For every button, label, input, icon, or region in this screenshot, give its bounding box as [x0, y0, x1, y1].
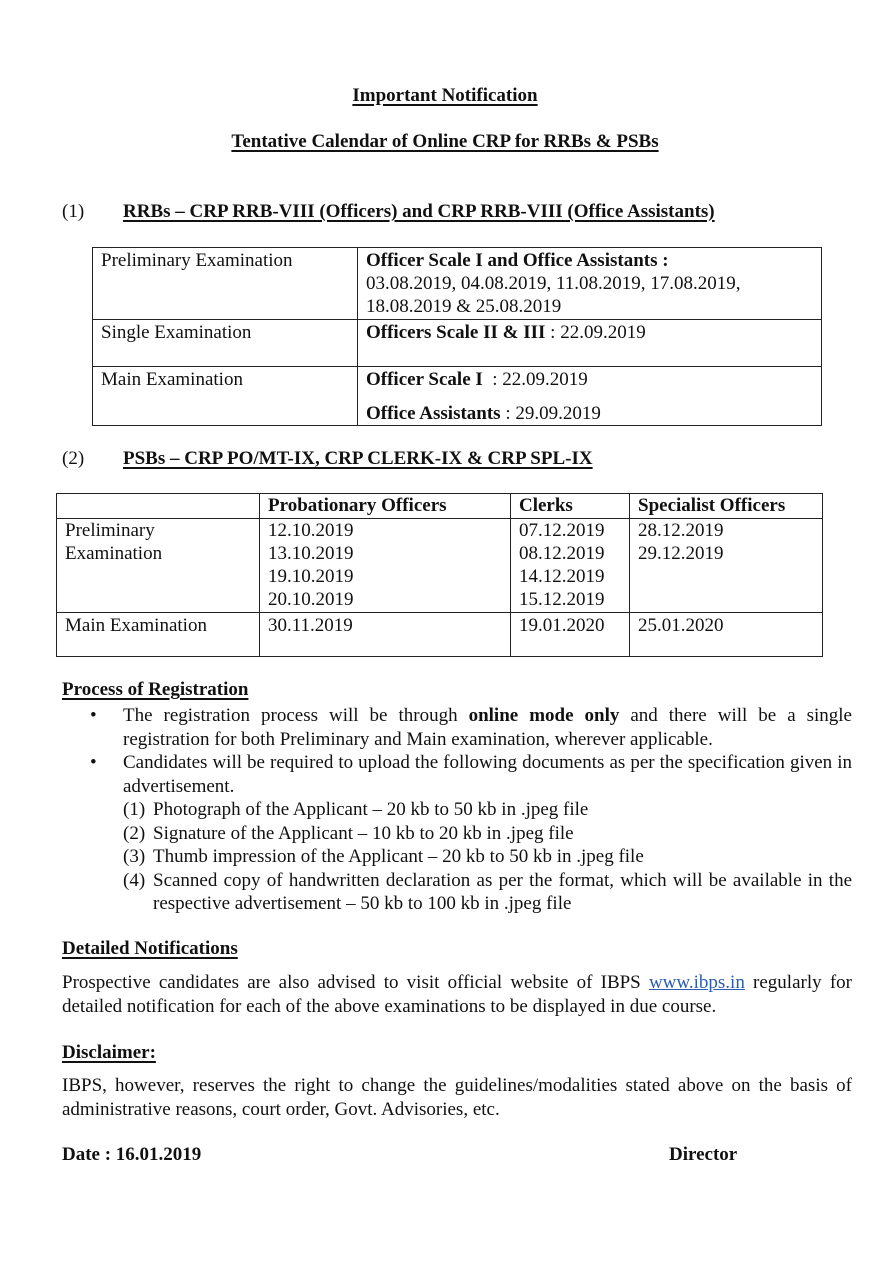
registration-heading-text: Process of Registration — [62, 679, 249, 700]
row-label-line: Examination — [65, 543, 163, 564]
section-2-number: (2) — [62, 448, 85, 469]
column-header: Specialist Officers — [630, 494, 823, 519]
table-row — [93, 248, 822, 320]
clerk-dates: 19.01.2020 — [511, 613, 630, 657]
list-item — [62, 798, 852, 822]
row-label: Single Examination — [93, 320, 358, 367]
bullet-icon: • — [90, 705, 97, 726]
disclaimer-heading — [62, 1042, 156, 1064]
documents-list — [62, 798, 852, 916]
item-number: (4) — [123, 869, 146, 891]
section-1-title-text: RRBs – CRP RRB-VIII (Officers) and CRP RRB-VIII (Office Assistants) — [123, 201, 715, 222]
disclaimer-heading-text: Disclaimer: — [62, 1042, 156, 1063]
date-value: 12.10.2019 — [268, 520, 354, 541]
row-label: Main Examination — [57, 613, 260, 657]
item-text: Photograph of the Applicant – 20 kb to 50 kb in .jpeg file — [153, 799, 589, 820]
category-label: Office Assistants — [366, 403, 501, 424]
row-value — [358, 367, 822, 426]
table-row — [57, 613, 823, 657]
psb-calendar-table — [56, 493, 823, 657]
table-row — [93, 320, 822, 367]
date-value: 15.12.2019 — [519, 589, 605, 610]
item-number: (1) — [123, 799, 146, 820]
row-label-line: Preliminary — [65, 520, 155, 541]
item-text: Scanned copy of handwritten declaration as per the format, which will be available in the respective advertisement – 50 kb to 100 kb in .jpeg file — [153, 869, 852, 914]
date-value: : 29.09.2019 — [500, 403, 601, 424]
date-value: : 22.09.2019 — [482, 369, 588, 390]
list-item — [62, 704, 852, 751]
date-value: 28.12.2019 — [638, 520, 724, 541]
disclaimer-paragraph: IBPS, however, reserves the right to change the guidelines/modalities stated above on the basis of administrative reasons, court order, Govt. Advisories, etc. — [62, 1075, 852, 1120]
section-1-title — [123, 201, 715, 223]
item-number: (3) — [123, 846, 146, 867]
category-label: Officers Scale II & III — [366, 322, 546, 343]
date-value: : 22.09.2019 — [545, 322, 646, 343]
category-label: Officer Scale I — [366, 369, 483, 390]
column-header: Probationary Officers — [260, 494, 511, 519]
signatory: Director — [669, 1144, 738, 1165]
detailed-heading-text: Detailed Notifications — [62, 938, 238, 959]
dates-line: 18.08.2019 & 25.08.2019 — [366, 296, 562, 317]
paragraph-text: Prospective candidates are also advised to visit official website of IBPS — [62, 972, 649, 993]
page-subtitle — [0, 131, 890, 153]
section-1-number: (1) — [62, 201, 85, 222]
row-label — [57, 519, 260, 613]
bullet-text: The registration process will be through — [123, 705, 469, 726]
date-value: 13.10.2019 — [268, 543, 354, 564]
row-label: Preliminary Examination — [93, 248, 358, 320]
bullet-icon: • — [90, 752, 97, 773]
date-value: 14.12.2019 — [519, 566, 605, 587]
registration-heading — [62, 679, 248, 701]
list-item — [62, 869, 852, 916]
paragraph-text: regularly for detailed notification for each of the above examinations to be displayed in due course. — [62, 972, 852, 1017]
list-item — [62, 751, 852, 798]
date-value: 19.10.2019 — [268, 566, 354, 587]
detailed-heading — [62, 938, 238, 960]
list-item — [62, 822, 852, 846]
page-subtitle-text: Tentative Calendar of Online CRP for RRBs & PSBs — [231, 131, 659, 152]
page-title — [0, 85, 890, 107]
section-2-title-text: PSBs – CRP PO/MT-IX, CRP CLERK-IX & CRP SPL-IX — [123, 448, 593, 469]
date-value: 08.12.2019 — [519, 543, 605, 564]
so-dates: 25.01.2020 — [630, 613, 823, 657]
list-item — [62, 845, 852, 869]
column-header: Clerks — [511, 494, 630, 519]
item-number: (2) — [123, 822, 146, 844]
category-label: Officer Scale I and Office Assistants : — [366, 250, 669, 271]
item-text: Thumb impression of the Applicant – 20 kb to 50 kb in .jpeg file — [153, 846, 644, 867]
clerk-dates — [511, 519, 630, 613]
notification-date: Date : 16.01.2019 — [62, 1144, 202, 1165]
table-header-row — [57, 494, 823, 519]
table-row — [93, 367, 822, 426]
detailed-paragraph — [62, 971, 852, 1018]
so-dates — [630, 519, 823, 613]
section-2-title — [123, 448, 593, 470]
bullet-emphasis: online mode only — [468, 705, 620, 726]
date-value: 20.10.2019 — [268, 589, 354, 610]
column-header — [57, 494, 260, 519]
item-text: Signature of the Applicant – 10 kb to 20 kb in .jpeg file — [153, 822, 574, 844]
date-value: 07.12.2019 — [519, 520, 605, 541]
po-dates: 30.11.2019 — [260, 613, 511, 657]
bullet-text: Candidates will be required to upload the following documents as per the specification given in advertisement. — [123, 752, 852, 797]
page-title-text: Important Notification — [352, 85, 538, 106]
ibps-website-link[interactable]: www.ibps.in — [648, 972, 745, 993]
dates-line: 03.08.2019, 04.08.2019, 11.08.2019, 17.08.2019, — [366, 273, 741, 294]
row-value — [358, 320, 822, 367]
table-row — [57, 519, 823, 613]
row-value — [358, 248, 822, 320]
date-value: 29.12.2019 — [638, 543, 724, 564]
bullet-text: and there will be a single registration for both Preliminary and Main examination, wherever applicable. — [123, 705, 852, 750]
registration-bullets — [62, 704, 852, 798]
registration-section — [62, 704, 852, 916]
po-dates — [260, 519, 511, 613]
row-label: Main Examination — [93, 367, 358, 426]
rrb-calendar-table — [92, 247, 822, 426]
